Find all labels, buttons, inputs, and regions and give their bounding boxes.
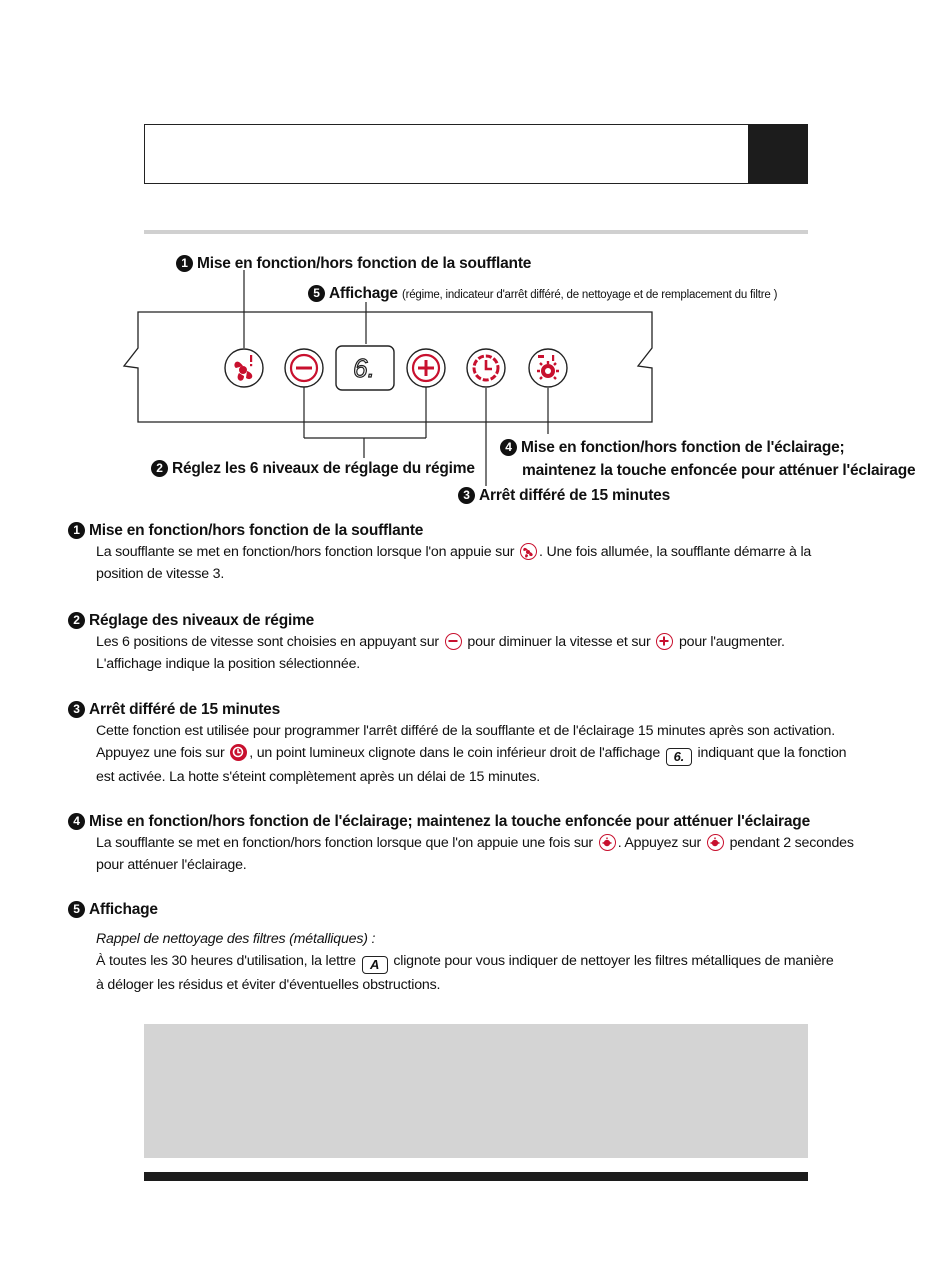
- section-3-text-b: Appuyez une fois sur: [96, 745, 225, 761]
- timer-button: [467, 349, 505, 387]
- light-button: [529, 349, 567, 387]
- callout-5-text: Affichage: [329, 285, 398, 302]
- bottom-rule: [144, 1172, 808, 1181]
- section-1: [68, 520, 928, 585]
- section-2-text-d: L'affichage indique la position sélectionnée.: [96, 656, 360, 672]
- section-3-title: [68, 699, 928, 720]
- section-3-body: [96, 720, 928, 788]
- timer-icon: [230, 744, 247, 761]
- plus-icon: [656, 633, 673, 650]
- section-1-body: [96, 541, 928, 585]
- display-window: [336, 346, 394, 390]
- section-1-text-c: position de vitesse 3.: [96, 566, 225, 582]
- section-3: [68, 699, 928, 788]
- section-4-text-d: pour atténuer l'éclairage.: [96, 857, 247, 873]
- section-2-title: [68, 610, 928, 631]
- callout-3: [458, 486, 670, 506]
- section-5-body: [96, 928, 928, 996]
- callout-4-line1: Mise en fonction/hors fonction de l'éclairage;: [521, 439, 845, 456]
- section-4-text-a: La soufflante se met en fonction/hors fonction lorsque que l'on appuie une fois sur: [96, 835, 593, 851]
- callout-5: [308, 284, 777, 305]
- section-3-text-d: indiquant que la fonction: [697, 745, 847, 761]
- callout-3-text: Arrêt différé de 15 minutes: [479, 487, 670, 504]
- callout-3-number: 3: [458, 487, 475, 504]
- section-1-title-text: Mise en fonction/hors fonction de la soufflante: [89, 522, 424, 539]
- section-5-text-c: à déloger les résidus et éviter d'éventuelles obstructions.: [96, 977, 441, 993]
- section-2-text-a: Les 6 positions de vitesse sont choisies en appuyant sur: [96, 634, 439, 650]
- display-digit-icon: 6.: [666, 748, 692, 766]
- section-5-number: 5: [68, 901, 85, 918]
- section-4-number: 4: [68, 813, 85, 830]
- section-3-text-e: est activée. La hotte s'éteint complètement après un délai de 15 minutes.: [96, 769, 540, 785]
- minus-button: [285, 349, 323, 387]
- callout-2: [151, 459, 475, 479]
- section-5-text-a: À toutes les 30 heures d'utilisation, la lettre: [96, 953, 356, 969]
- top-rule: [144, 230, 808, 234]
- fan-icon: [239, 366, 247, 374]
- callout-1-number: 1: [176, 255, 193, 272]
- section-4-text-c: pendant 2 secondes: [729, 835, 854, 851]
- plus-button: [407, 349, 445, 387]
- callout-4-line2: maintenez la touche enfoncée pour atténuer l'éclairage: [522, 462, 916, 479]
- section-4-title-text: Mise en fonction/hors fonction de l'éclairage; maintenez la touche enfoncée pour atténuer l'éclairage: [89, 813, 810, 830]
- section-5: [68, 899, 928, 996]
- section-4-body: [96, 832, 928, 876]
- callout-2-number: 2: [151, 460, 168, 477]
- section-4-title: [68, 811, 928, 832]
- section-5-title-text: Affichage: [89, 901, 158, 918]
- header-tab: [748, 124, 808, 184]
- section-1-text-a: La soufflante se met en fonction/hors fonction lorsque l'on appuie sur: [96, 544, 515, 560]
- light-icon: [707, 834, 724, 851]
- callout-4: [500, 438, 915, 481]
- section-4: [68, 811, 928, 876]
- section-3-number: 3: [68, 701, 85, 718]
- section-2-text-c: pour l'augmenter.: [678, 634, 785, 650]
- callout-4-number: 4: [500, 439, 517, 456]
- light-icon: [599, 834, 616, 851]
- section-3-title-text: Arrêt différé de 15 minutes: [89, 701, 280, 718]
- section-1-title: [68, 520, 928, 541]
- section-5-subtitle: Rappel de nettoyage des filtres (métalliques) :: [96, 931, 376, 947]
- callout-5-note: (régime, indicateur d'arrêt différé, de nettoyage et de remplacement du filtre ): [401, 289, 778, 301]
- grey-note-box: [144, 1024, 808, 1158]
- fan-icon: [520, 543, 537, 560]
- display-letter-icon: A: [362, 956, 388, 974]
- section-1-text-b: . Une fois allumée, la soufflante démarre à la: [539, 544, 812, 560]
- callout-1: [176, 254, 531, 274]
- section-2-title-text: Réglage des niveaux de régime: [89, 612, 315, 629]
- section-5-text-b: clignote pour vous indiquer de nettoyer les filtres métalliques de manière: [393, 953, 834, 969]
- callout-5-number: 5: [308, 285, 325, 302]
- section-2-body: [96, 631, 928, 675]
- callout-1-text: Mise en fonction/hors fonction de la soufflante: [197, 255, 532, 272]
- control-panel-diagram: [0, 240, 950, 520]
- section-3-text-c: , un point lumineux clignote dans le coin inférieur droit de l'affichage: [249, 745, 661, 761]
- callout-2-text: Réglez les 6 niveaux de réglage du régime: [172, 460, 475, 477]
- section-1-number: 1: [68, 522, 85, 539]
- section-2-number: 2: [68, 612, 85, 629]
- display-digit: 6.: [353, 353, 375, 383]
- section-4-text-b: . Appuyez sur: [617, 835, 702, 851]
- section-2: [68, 610, 928, 675]
- minus-icon: [445, 633, 462, 650]
- section-3-text-a: Cette fonction est utilisée pour programmer l'arrêt différé de la soufflante et de l'éclairage 15 minutes après son activation.: [96, 723, 835, 739]
- header-box: [144, 124, 808, 184]
- fan-button: [225, 349, 263, 387]
- section-5-title: [68, 899, 928, 920]
- section-2-text-b: pour diminuer la vitesse et sur: [467, 634, 651, 650]
